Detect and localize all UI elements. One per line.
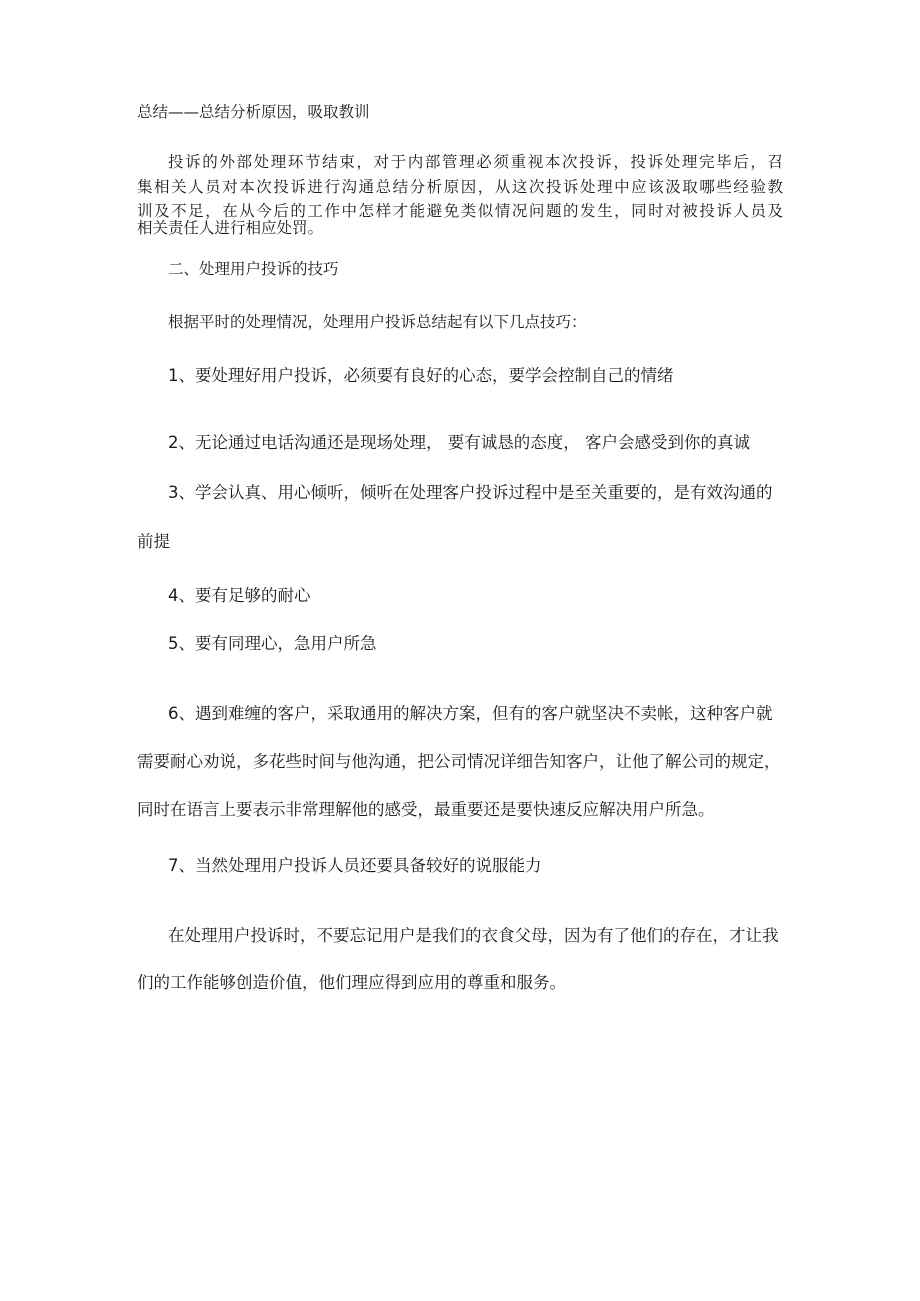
paragraph-line: 集相关人员对本次投诉进行沟通总结分析原因，从这次投诉处理中应该汲取哪些经验教 — [137, 178, 783, 196]
paragraph-line: 投诉的外部处理环节结束，对于内部管理必须重视本次投诉，投诉处理完毕后，召 — [168, 153, 783, 171]
tip-item: 同时在语言上要表示非常理解他的感受，最重要还是要快速反应解决用户所急。 — [137, 800, 715, 819]
tip-item: 前提 — [137, 532, 170, 551]
closing-line: 在处理用户投诉时，不要忘记用户是我们的衣食父母，因为有了他们的存在，才让我 — [168, 926, 779, 945]
tip-item: 4、要有足够的耐心 — [168, 586, 311, 605]
tip-item: 5、要有同理心，急用户所急 — [168, 634, 377, 653]
paragraph-line: 训及不足，在从今后的工作中怎样才能避免类似情况问题的发生，同时对被投诉人员及 — [137, 202, 783, 220]
tip-item: 2、无论通过电话沟通还是现场处理， 要有诚恳的态度， 客户会感受到你的真诚 — [168, 433, 750, 452]
section-title: 二、处理用户投诉的技巧 — [168, 260, 339, 278]
tip-item: 1、要处理好用户投诉，必须要有良好的心态，要学会控制自己的情绪 — [168, 366, 674, 385]
tip-item: 6、遇到难缠的客户，采取通用的解决方案，但有的客户就坚决不卖帐，这种客户就 — [168, 704, 773, 723]
tip-item: 3、学会认真、用心倾听，倾听在处理客户投诉过程中是至关重要的，是有效沟通的 — [168, 483, 773, 502]
document-heading: 总结——总结分析原因，吸取教训 — [137, 103, 370, 121]
paragraph-line: 相关责任人进行相应处罚。 — [137, 219, 324, 237]
tip-item: 7、当然处理用户投诉人员还要具备较好的说服能力 — [168, 856, 542, 875]
intro-text: 根据平时的处理情况，处理用户投诉总结起有以下几点技巧： — [168, 313, 587, 331]
closing-line: 们的工作能够创造价值，他们理应得到应用的尊重和服务。 — [137, 973, 566, 992]
tip-item: 需要耐心劝说，多花些时间与他沟通，把公司情况详细告知客户，让他了解公司的规定， — [137, 752, 781, 771]
